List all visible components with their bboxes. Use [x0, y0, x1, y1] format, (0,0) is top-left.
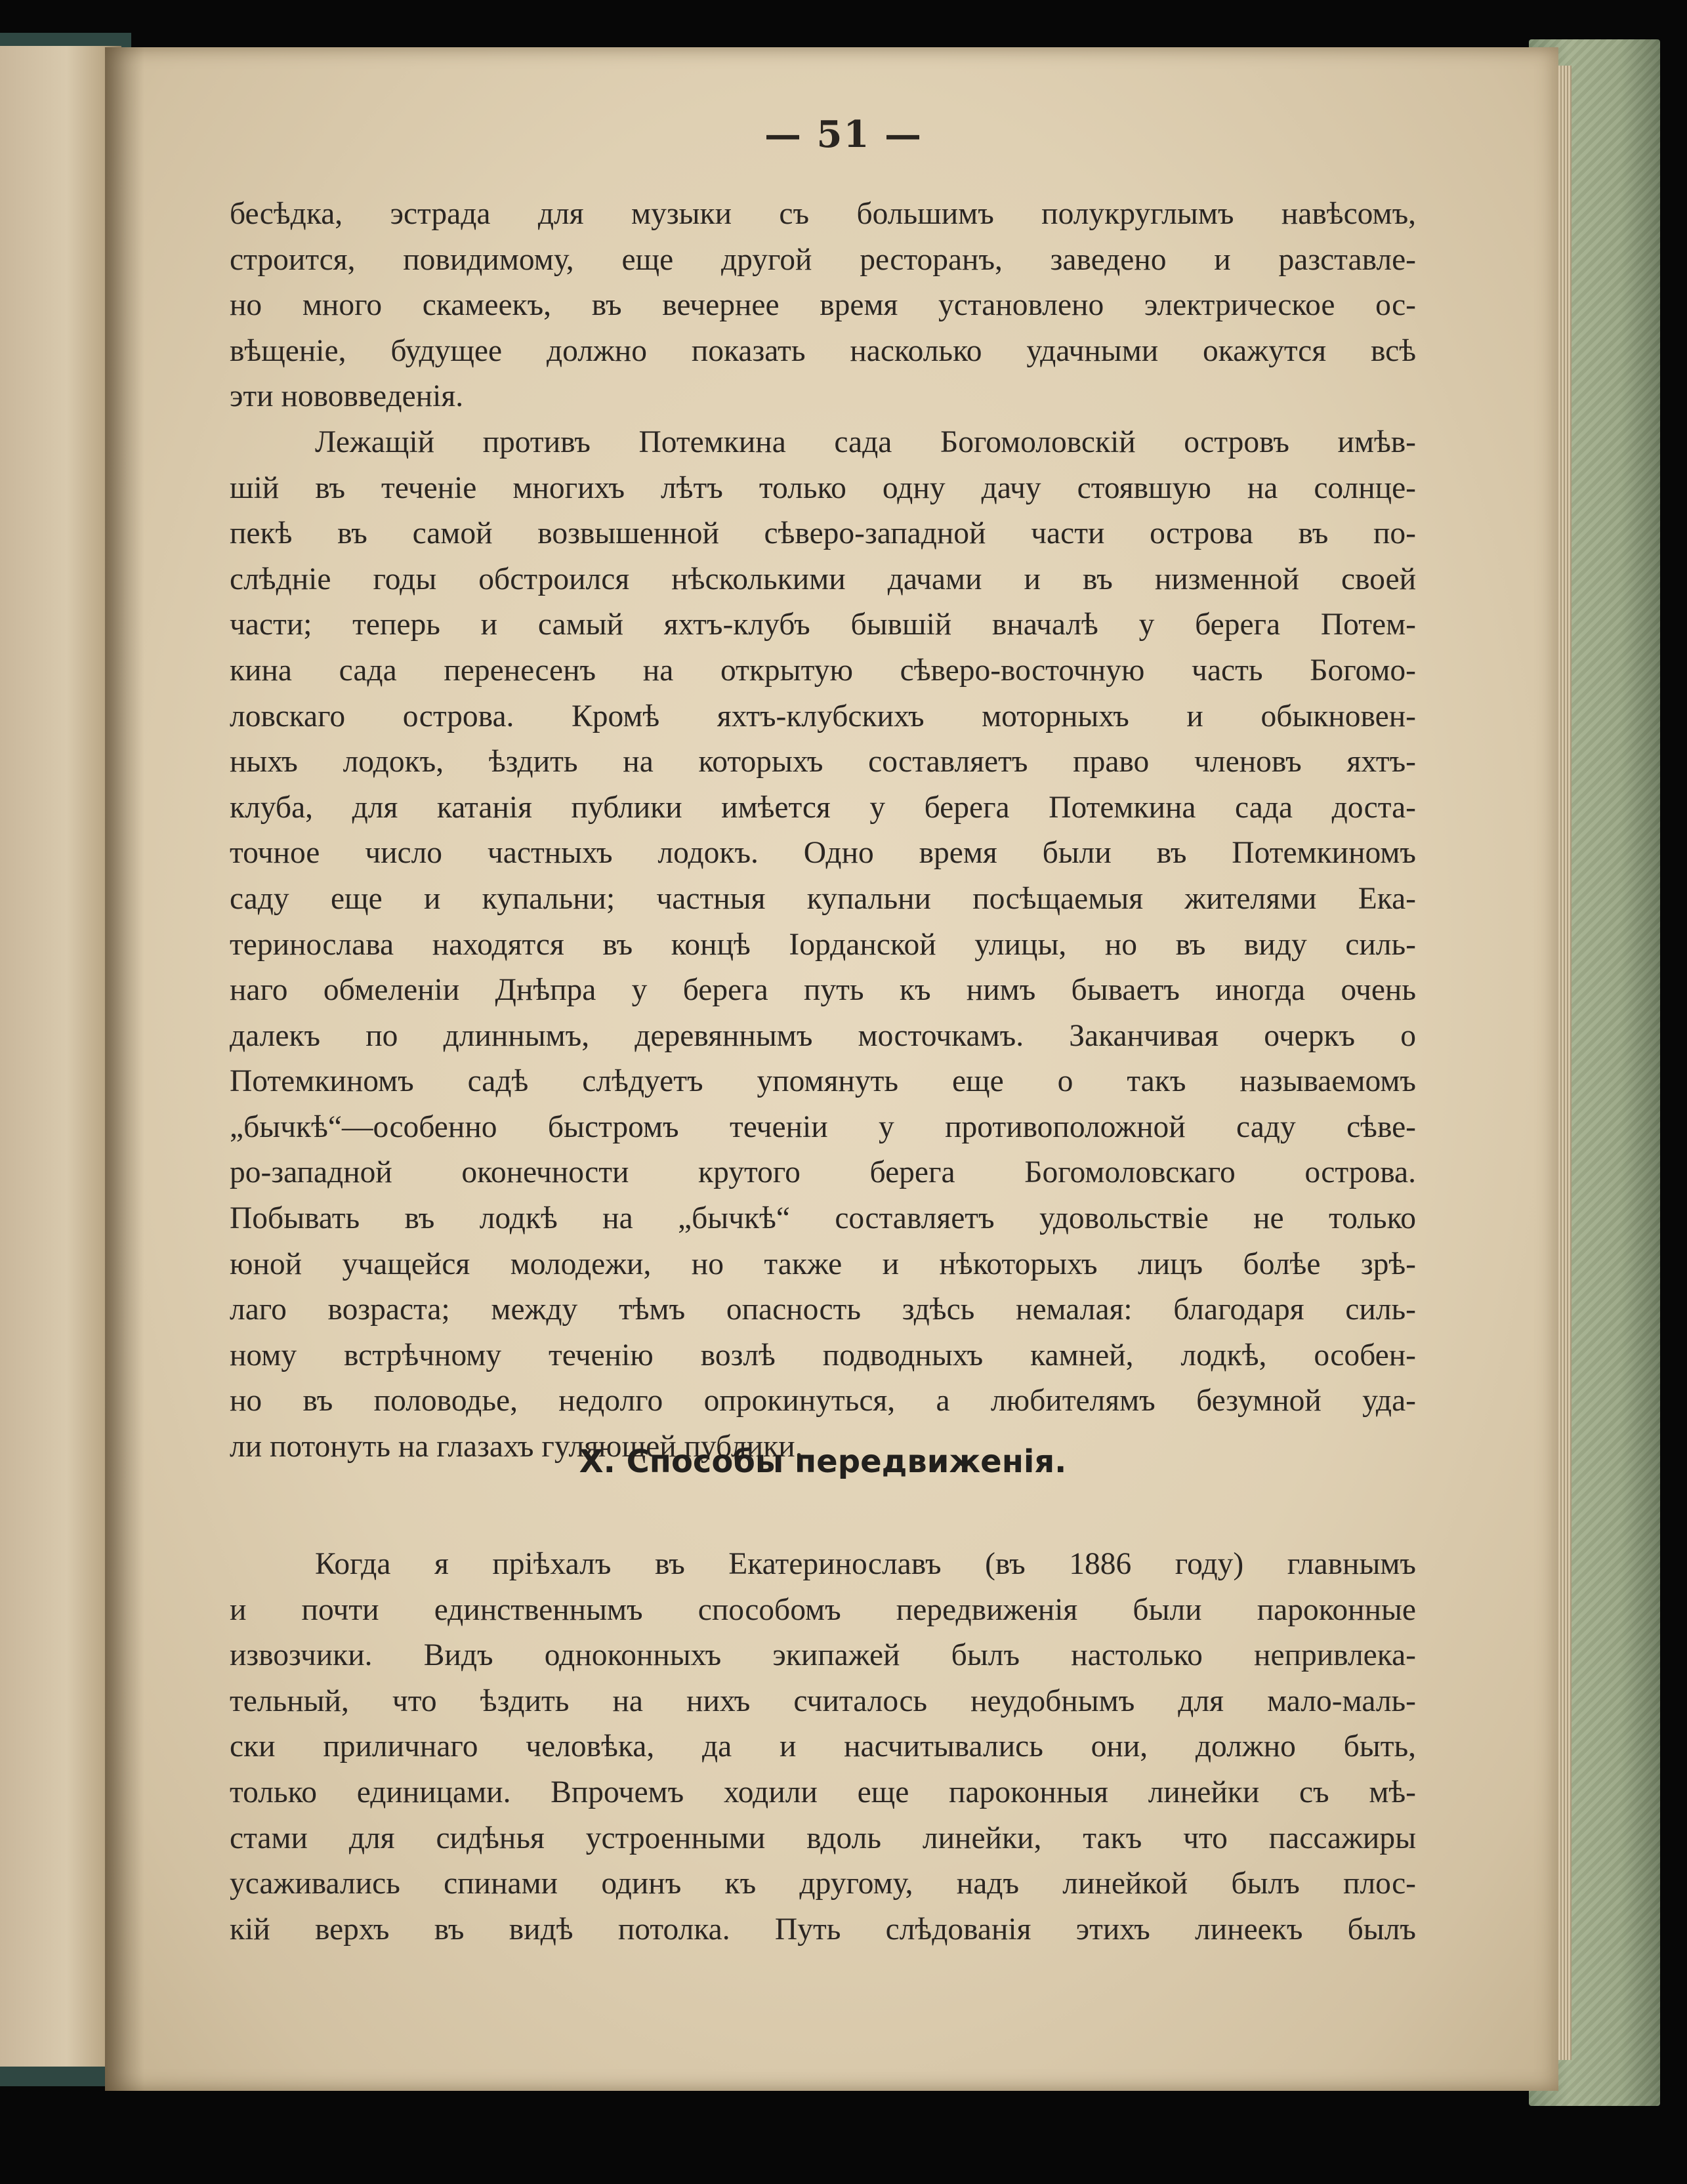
text-line: шій въ теченіе многихъ лѣтъ только одну дачу стоявшую на солнце-: [230, 470, 1416, 505]
text-line: Когда я пріѣхалъ въ Екатеринославъ (въ 1886 году) главнымъ: [315, 1547, 1416, 1581]
text-line: вѣщеніе, будущее должно показать насколько удачными окажутся всѣ: [230, 333, 1416, 368]
facing-page-edge: [0, 46, 121, 2067]
text-line: лаго возраста; между тѣмъ опасность здѣсь немалая: благодаря силь-: [230, 1292, 1416, 1327]
text-line: „бычкѣ“—особенно быстромъ теченіи у противоположной саду сѣве-: [230, 1109, 1416, 1144]
text-line: Побывать въ лодкѣ на „бычкѣ“ составляетъ удовольствіе не только: [230, 1201, 1416, 1236]
section-heading: X. Способы передвиженія.: [579, 1443, 1067, 1480]
text-line: теринослава находятся въ концѣ Іорданской улицы, но въ виду силь-: [230, 927, 1416, 962]
text-line: юной учащейся молодежи, но также и нѣкоторыхъ лицъ болѣе зрѣ-: [230, 1247, 1416, 1281]
text-line: ро-западной оконечности крутого берега Богомоловскаго острова.: [230, 1155, 1416, 1190]
text-line: ному встрѣчному теченію возлѣ подводныхъ камней, лодкѣ, особен-: [230, 1338, 1416, 1372]
text-line: Потемкиномъ садѣ слѣдуетъ упомянуть еще о такъ называемомъ: [230, 1064, 1416, 1099]
text-line: наго обмеленіи Днѣпра у берега путь къ нимъ бываетъ иногда очень: [230, 973, 1416, 1008]
text-line: саду еще и купальни; частныя купальни посѣщаемыя жителями Ека-: [230, 881, 1416, 916]
text-line: клуба, для катанія публики имѣется у берега Потемкина сада доста-: [230, 790, 1416, 825]
text-line: строится, повидимому, еще другой ресторанъ, заведено и разставле-: [230, 242, 1416, 277]
text-line: далекъ по длиннымъ, деревяннымъ мосточкамъ. Заканчивая очеркъ о: [230, 1018, 1416, 1053]
text-line: кина сада перенесенъ на открытую сѣверо-восточную часть Богомо-: [230, 653, 1416, 688]
text-line: извозчики. Видъ одноконныхъ экипажей былъ настолько непривлека-: [230, 1638, 1416, 1673]
gutter-shadow: [105, 47, 144, 2091]
text-line: тельный, что ѣздить на нихъ считалось неудобнымъ для мало-маль-: [230, 1683, 1416, 1718]
text-line: пекѣ въ самой возвышенной сѣверо-западной части острова въ по-: [230, 516, 1416, 551]
text-line: но много скамеекъ, въ вечернее время установлено электрическое ос-: [230, 288, 1416, 323]
text-line: усаживались спинами одинъ къ другому, надъ линейкой былъ плос-: [230, 1866, 1416, 1901]
text-line: Лежащій противъ Потемкина сада Богомоловскій островъ имѣв-: [315, 424, 1416, 459]
text-line: части; теперь и самый яхтъ-клубъ бывшій вначалѣ у берега Потем-: [230, 608, 1416, 642]
text-line: ли потонуть на глазахъ гуляющей публики.: [230, 1430, 803, 1464]
text-line: только единицами. Впрочемъ ходили еще пароконныя линейки съ мѣ-: [230, 1775, 1416, 1809]
text-line: ловскаго острова. Кромѣ яхтъ-клубскихъ моторныхъ и обыкновен-: [230, 699, 1416, 733]
text-line: ски приличнаго человѣка, да и насчитывались они, должно быть,: [230, 1729, 1416, 1764]
text-line: и почти единственнымъ способомъ передвиженія были пароконные: [230, 1592, 1416, 1627]
text-line: ныхъ лодокъ, ѣздить на которыхъ составляетъ право членовъ яхтъ-: [230, 745, 1416, 779]
text-line: точное число частныхъ лодокъ. Одно время были въ Потемкиномъ: [230, 836, 1416, 871]
page-number: — 51 —: [764, 113, 923, 156]
text-line: кій верхъ въ видѣ потолка. Путь слѣдованія этихъ линеекъ былъ: [230, 1912, 1416, 1947]
text-line: но въ половодье, недолго опрокинуться, а любителямъ безумной уда-: [230, 1384, 1416, 1418]
text-block-upper: [230, 192, 1416, 1470]
text-line: бесѣдка, эстрада для музыки съ большимъ полукруглымъ навѣсомъ,: [230, 197, 1416, 231]
text-line: слѣдніе годы обстроился нѣсколькими дачами и въ низменной своей: [230, 562, 1416, 596]
text-line: стами для сидѣнья устроенными вдоль линейки, такъ что пассажиры: [230, 1821, 1416, 1855]
text-block-lower: [230, 1542, 1416, 1952]
text-line: эти нововведенія.: [230, 379, 464, 414]
